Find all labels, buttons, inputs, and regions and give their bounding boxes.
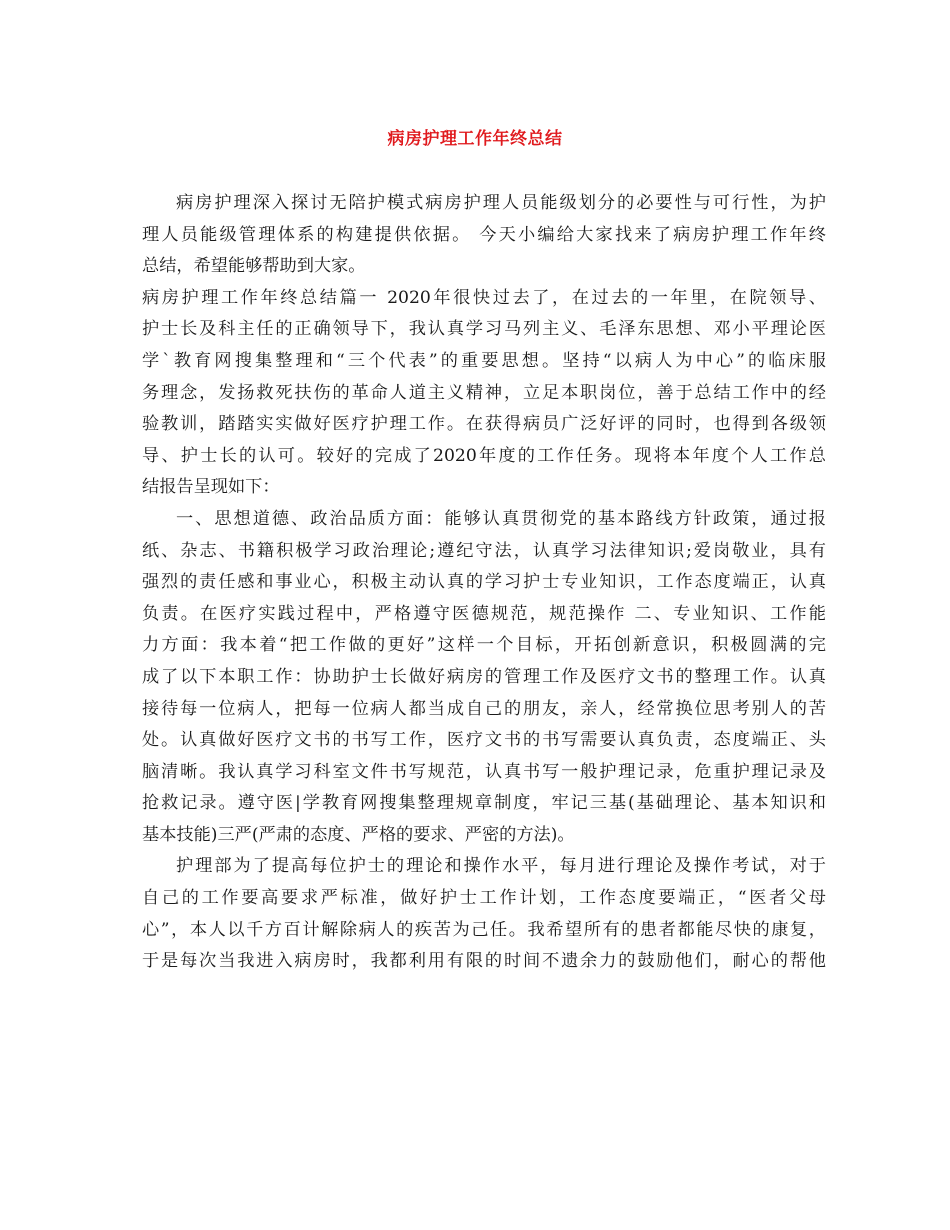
paragraph-line: 病房护理工作年终总结篇一 2020年很快过去了，在过去的一年里，在院领导、: [142, 287, 826, 308]
paragraph-line: 病房护理深入探讨无陪护模式病房护理人员能级划分的必要性与可行性，为护: [176, 193, 826, 213]
paragraph-line: 强烈的责任感和事业心，积极主动认真的学习护士专业知识，工作态度端正，认真: [142, 572, 826, 593]
paragraph-line: 负责。在医疗实践过程中，严格遵守医德规范，规范操作 二、专业知识、工作能: [142, 603, 826, 624]
paragraph-line: 心”，本人以千方百计解除病人的疾苦为己任。我希望所有的患者都能尽快的康复，: [142, 919, 826, 940]
paragraph-line: 护理部为了提高每位护士的理论和操作水平，每月进行理论及操作考试，对于: [176, 856, 826, 877]
paragraph-line: 务理念，发扬救死扶伤的革命人道主义精神，立足本职岗位，善于总结工作中的经: [142, 382, 826, 403]
paragraph-line: 结报告呈现如下：: [142, 477, 280, 498]
paragraph-line: 基本技能)三严(严肃的态度、严格的要求、严密的方法)。: [142, 824, 575, 845]
paragraph-line: 验教训，踏踏实实做好医疗护理工作。在获得病员广泛好评的同时，也得到各级领: [142, 414, 826, 435]
paragraph-line: 纸、杂志、书籍积极学习政治理论;遵纪守法，认真学习法律知识;爱岗敬业，具有: [142, 540, 826, 561]
paragraph-line: 抢救记录。遵守医|学教育网搜集整理规章制度，牢记三基(基础理论、基本知识和: [142, 793, 826, 814]
document-title: 病房护理工作年终总结: [387, 129, 563, 149]
paragraph-line: 于是每次当我进入病房时，我都利用有限的时间不遗余力的鼓励他们，耐心的帮他: [142, 951, 826, 972]
paragraph-line: 学`教育网搜集整理和“三个代表”的重要思想。坚持“以病人为中心”的临床服: [142, 350, 826, 371]
document-body: [142, 188, 826, 978]
paragraph-line: 总结，希望能够帮助到大家。: [142, 256, 366, 277]
paragraph-line: 自己的工作要高要求严标准，做好护士工作计划，工作态度要端正，“医者父母: [142, 888, 826, 909]
paragraph-line: 力方面：我本着“把工作做的更好”这样一个目标，开拓创新意识，积极圆满的完: [142, 635, 826, 656]
paragraph-line: 成了以下本职工作：协助护士长做好病房的管理工作及医疗文书的整理工作。认真: [142, 666, 826, 687]
paragraph-line: 理人员能级管理体系的构建提供依据。 今天小编给大家找来了病房护理工作年终: [142, 224, 826, 245]
paragraph-line: 脑清晰。我认真学习科室文件书写规范，认真书写一般护理记录，危重护理记录及: [142, 761, 826, 782]
paragraph-line: 接待每一位病人，把每一位病人都当成自己的朋友，亲人，经常换位思考别人的苦: [142, 698, 826, 719]
paragraph-line: 处。认真做好医疗文书的书写工作，医疗文书的书写需要认真负责，态度端正、头: [142, 730, 826, 751]
paragraph-line: 护士长及科主任的正确领导下，我认真学习马列主义、毛泽东思想、邓小平理论医: [142, 319, 826, 340]
paragraph-line: 一、思想道德、政治品质方面：能够认真贯彻党的基本路线方针政策，通过报: [176, 508, 826, 529]
paragraph-line: 导、护士长的认可。较好的完成了2020年度的工作任务。现将本年度个人工作总: [142, 445, 826, 466]
